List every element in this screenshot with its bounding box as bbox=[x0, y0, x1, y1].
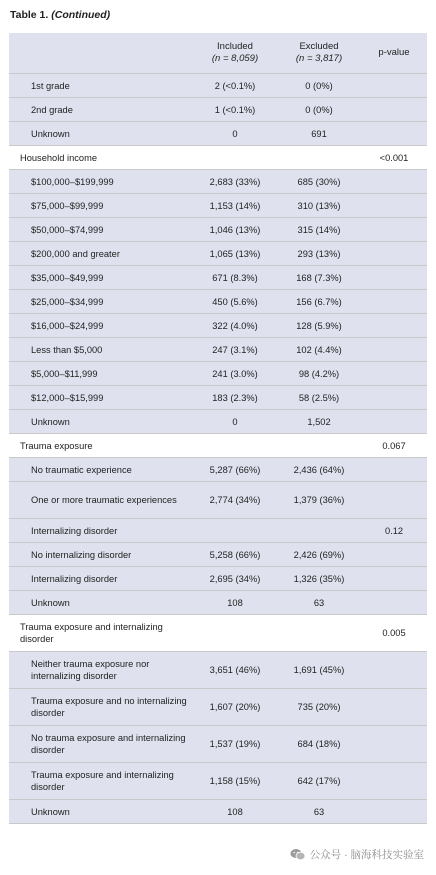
excluded-value: 1,691 (45%) bbox=[277, 652, 361, 689]
p-value bbox=[361, 652, 427, 689]
p-value bbox=[361, 800, 427, 824]
row-label: Household income bbox=[9, 146, 193, 170]
excluded-value: 102 (4.4%) bbox=[277, 338, 361, 362]
table-header-row bbox=[9, 33, 427, 74]
included-value: 3,651 (46%) bbox=[193, 652, 277, 689]
p-value bbox=[361, 266, 427, 290]
included-value: 2,774 (34%) bbox=[193, 482, 277, 519]
excluded-value: 685 (30%) bbox=[277, 170, 361, 194]
p-value bbox=[361, 338, 427, 362]
included-value: 1,158 (15%) bbox=[193, 763, 277, 800]
row-label: $35,000–$49,999 bbox=[9, 266, 193, 290]
excluded-value: 63 bbox=[277, 800, 361, 824]
p-value bbox=[361, 290, 427, 314]
included-value: 1 (<0.1%) bbox=[193, 98, 277, 122]
table-row bbox=[9, 652, 427, 689]
p-value bbox=[361, 689, 427, 726]
included-value: 1,046 (13%) bbox=[193, 218, 277, 242]
row-label: $50,000–$74,999 bbox=[9, 218, 193, 242]
row-label: Internalizing disorder bbox=[9, 519, 193, 543]
caption-label: Table 1. bbox=[10, 9, 49, 21]
table-row bbox=[9, 266, 427, 290]
included-value: 2,683 (33%) bbox=[193, 170, 277, 194]
table-row bbox=[9, 338, 427, 362]
table-row bbox=[9, 434, 427, 458]
header-pvalue: p-value bbox=[361, 33, 427, 74]
table-row bbox=[9, 482, 427, 519]
included-value: 1,065 (13%) bbox=[193, 242, 277, 266]
row-label: Unknown bbox=[9, 122, 193, 146]
table-row bbox=[9, 543, 427, 567]
table-row bbox=[9, 194, 427, 218]
table-row bbox=[9, 314, 427, 338]
table-row bbox=[9, 410, 427, 434]
p-value bbox=[361, 458, 427, 482]
row-label: Trauma exposure and internalizing disorder bbox=[9, 615, 193, 652]
included-value: 241 (3.0%) bbox=[193, 362, 277, 386]
included-value: 0 bbox=[193, 122, 277, 146]
table-row bbox=[9, 800, 427, 824]
header-excluded bbox=[277, 33, 361, 74]
excluded-value: 684 (18%) bbox=[277, 726, 361, 763]
row-label: Less than $5,000 bbox=[9, 338, 193, 362]
p-value bbox=[361, 567, 427, 591]
excluded-value: 691 bbox=[277, 122, 361, 146]
table-row bbox=[9, 689, 427, 726]
data-table bbox=[9, 33, 427, 824]
p-value: 0.12 bbox=[361, 519, 427, 543]
p-value bbox=[361, 386, 427, 410]
table-row bbox=[9, 170, 427, 194]
excluded-value: 735 (20%) bbox=[277, 689, 361, 726]
p-value bbox=[361, 362, 427, 386]
included-value: 1,607 (20%) bbox=[193, 689, 277, 726]
watermark bbox=[290, 847, 424, 862]
excluded-value bbox=[277, 519, 361, 543]
excluded-value: 1,379 (36%) bbox=[277, 482, 361, 519]
table-row bbox=[9, 567, 427, 591]
p-value bbox=[361, 122, 427, 146]
included-value bbox=[193, 519, 277, 543]
included-value: 450 (5.6%) bbox=[193, 290, 277, 314]
excluded-value: 310 (13%) bbox=[277, 194, 361, 218]
p-value bbox=[361, 410, 427, 434]
row-label: $75,000–$99,999 bbox=[9, 194, 193, 218]
excluded-value: 63 bbox=[277, 591, 361, 615]
p-value bbox=[361, 218, 427, 242]
excluded-value: 2,426 (69%) bbox=[277, 543, 361, 567]
row-label: $12,000–$15,999 bbox=[9, 386, 193, 410]
table-row bbox=[9, 519, 427, 543]
excluded-value bbox=[277, 146, 361, 170]
p-value bbox=[361, 170, 427, 194]
excluded-value: 315 (14%) bbox=[277, 218, 361, 242]
excluded-value: 293 (13%) bbox=[277, 242, 361, 266]
header-included bbox=[193, 33, 277, 74]
excluded-value: 2,436 (64%) bbox=[277, 458, 361, 482]
included-value: 671 (8.3%) bbox=[193, 266, 277, 290]
excluded-value: 98 (4.2%) bbox=[277, 362, 361, 386]
p-value bbox=[361, 482, 427, 519]
table-row bbox=[9, 362, 427, 386]
table-caption bbox=[10, 9, 110, 21]
header-excluded-label: Excluded bbox=[299, 41, 339, 52]
included-value: 5,258 (66%) bbox=[193, 543, 277, 567]
p-value bbox=[361, 242, 427, 266]
table-row bbox=[9, 726, 427, 763]
included-value: 1,537 (19%) bbox=[193, 726, 277, 763]
row-label: Trauma exposure and internalizing disorder bbox=[9, 763, 193, 800]
p-value bbox=[361, 98, 427, 122]
table-row bbox=[9, 242, 427, 266]
p-value: 0.005 bbox=[361, 615, 427, 652]
row-label: Internalizing disorder bbox=[9, 567, 193, 591]
included-value: 2 (<0.1%) bbox=[193, 74, 277, 98]
header-excluded-n: (n = 3,817) bbox=[295, 53, 343, 64]
included-value bbox=[193, 146, 277, 170]
table-row bbox=[9, 122, 427, 146]
table-row bbox=[9, 591, 427, 615]
p-value bbox=[361, 74, 427, 98]
p-value: 0.067 bbox=[361, 434, 427, 458]
row-label: 1st grade bbox=[9, 74, 193, 98]
row-label: $16,000–$24,999 bbox=[9, 314, 193, 338]
included-value: 183 (2.3%) bbox=[193, 386, 277, 410]
excluded-value: 156 (6.7%) bbox=[277, 290, 361, 314]
table-row bbox=[9, 615, 427, 652]
row-label: One or more traumatic experiences bbox=[9, 482, 193, 519]
wechat-icon bbox=[290, 848, 306, 861]
table-row bbox=[9, 458, 427, 482]
row-label: $200,000 and greater bbox=[9, 242, 193, 266]
table-row bbox=[9, 146, 427, 170]
table-row bbox=[9, 74, 427, 98]
row-label: 2nd grade bbox=[9, 98, 193, 122]
included-value: 0 bbox=[193, 410, 277, 434]
excluded-value bbox=[277, 434, 361, 458]
excluded-value: 1,502 bbox=[277, 410, 361, 434]
p-value bbox=[361, 194, 427, 218]
row-label: No trauma exposure and internalizing disorder bbox=[9, 726, 193, 763]
watermark-text: 公众号 · 脑海科技实验室 bbox=[309, 849, 424, 861]
table-row bbox=[9, 218, 427, 242]
header-blank bbox=[9, 33, 193, 74]
excluded-value: 642 (17%) bbox=[277, 763, 361, 800]
table-row bbox=[9, 98, 427, 122]
included-value: 5,287 (66%) bbox=[193, 458, 277, 482]
excluded-value: 128 (5.9%) bbox=[277, 314, 361, 338]
p-value bbox=[361, 591, 427, 615]
table-row bbox=[9, 290, 427, 314]
table-row bbox=[9, 763, 427, 800]
table-row bbox=[9, 386, 427, 410]
row-label: $25,000–$34,999 bbox=[9, 290, 193, 314]
excluded-value: 1,326 (35%) bbox=[277, 567, 361, 591]
row-label: Unknown bbox=[9, 410, 193, 434]
row-label: Unknown bbox=[9, 800, 193, 824]
caption-continued: (Continued) bbox=[51, 9, 111, 21]
excluded-value: 58 (2.5%) bbox=[277, 386, 361, 410]
row-label: $5,000–$11,999 bbox=[9, 362, 193, 386]
header-included-label: Included bbox=[217, 41, 253, 52]
row-label: Trauma exposure bbox=[9, 434, 193, 458]
excluded-value: 0 (0%) bbox=[277, 74, 361, 98]
excluded-value: 0 (0%) bbox=[277, 98, 361, 122]
included-value: 1,153 (14%) bbox=[193, 194, 277, 218]
p-value bbox=[361, 543, 427, 567]
p-value bbox=[361, 314, 427, 338]
included-value: 247 (3.1%) bbox=[193, 338, 277, 362]
included-value bbox=[193, 615, 277, 652]
included-value bbox=[193, 434, 277, 458]
row-label: No traumatic experience bbox=[9, 458, 193, 482]
p-value bbox=[361, 726, 427, 763]
included-value: 108 bbox=[193, 591, 277, 615]
row-label: $100,000–$199,999 bbox=[9, 170, 193, 194]
row-label: No internalizing disorder bbox=[9, 543, 193, 567]
excluded-value bbox=[277, 615, 361, 652]
row-label: Trauma exposure and no internalizing disorder bbox=[9, 689, 193, 726]
row-label: Unknown bbox=[9, 591, 193, 615]
included-value: 322 (4.0%) bbox=[193, 314, 277, 338]
p-value: <0.001 bbox=[361, 146, 427, 170]
included-value: 108 bbox=[193, 800, 277, 824]
included-value: 2,695 (34%) bbox=[193, 567, 277, 591]
header-included-n: (n = 8,059) bbox=[211, 53, 259, 64]
p-value bbox=[361, 763, 427, 800]
excluded-value: 168 (7.3%) bbox=[277, 266, 361, 290]
row-label: Neither trauma exposure nor internalizing disorder bbox=[9, 652, 193, 689]
